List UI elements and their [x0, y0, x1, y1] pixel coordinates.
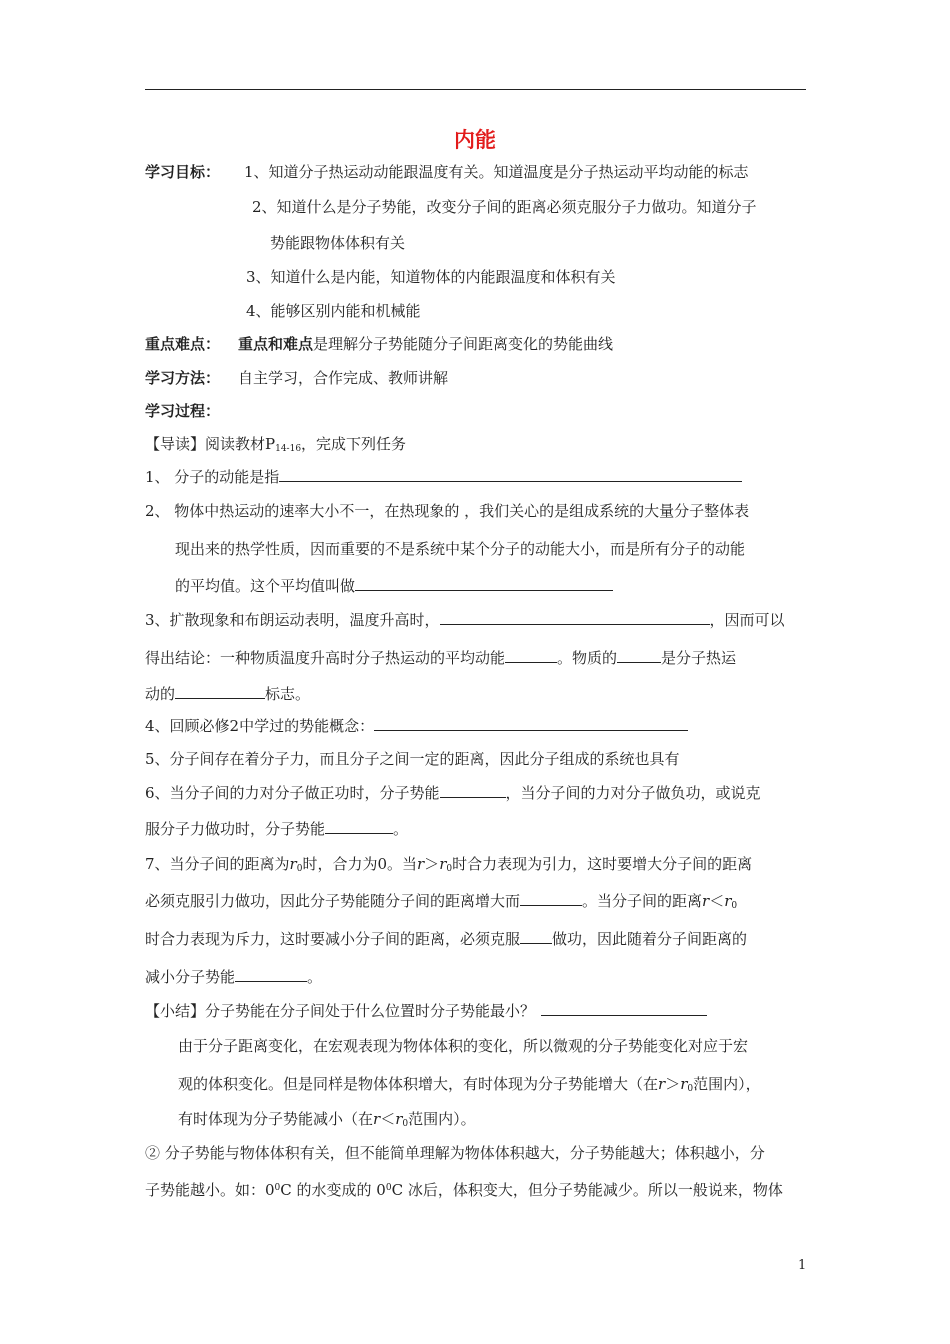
objective-3: 3、知道什么是内能，知道物体的内能跟温度和体积有关 [246, 268, 616, 286]
question-7c [145, 929, 747, 949]
method-label: 学习方法： [145, 369, 221, 387]
question-1-text: 1、 分子的动能是指 [145, 468, 280, 486]
question-6a [145, 783, 761, 803]
q7-text-6: 时合力表现为斥力，这时要减小分子间的距离，必须克服 [145, 930, 521, 948]
question-3a-tail: ，因而可以 [709, 611, 785, 629]
summary-p3 [178, 1109, 476, 1129]
answer-blank-6b[interactable] [325, 819, 393, 834]
question-3c-tail: 标志。 [265, 685, 311, 703]
note-line-2-text: 子势能越小。如：0 [145, 1181, 275, 1199]
answer-blank-2[interactable] [355, 576, 613, 591]
key-points-text: 是理解分子势能随分子间距离变化的势能曲线 [313, 335, 614, 353]
note-line-2-mid: C 的水变成的 0 [280, 1181, 386, 1199]
question-7d [145, 967, 322, 987]
question-2c-text: 的平均值。这个平均值叫做 [175, 577, 356, 595]
question-3b-tail: 是分子热运 [661, 649, 737, 667]
summary-p2-text: 观的体积变化。但是同样是物体体积增大，有时体现为分子势能增大（在 [178, 1075, 659, 1093]
r-symbol: r [439, 855, 447, 873]
q7-text-2: 时，合力为0。当 [302, 855, 417, 873]
answer-blank-7c[interactable] [235, 967, 307, 982]
note-line-1: ② 分子势能与物体体积有关，但不能简单理解为物体体积越大，分子势能越大；体积越小，分 [145, 1144, 765, 1162]
r-symbol: r [724, 892, 732, 910]
page-number: 1 [798, 1258, 807, 1273]
process-label: 学习过程： [145, 402, 221, 420]
question-2c [175, 576, 613, 596]
question-3b [145, 648, 736, 668]
summary-p2 [178, 1074, 761, 1094]
q7-text-1: 7、当分子间的距离为 [145, 855, 290, 873]
question-6b [145, 819, 408, 839]
note-line-2-tail: C 冰后，体积变大，但分子势能减少。所以一般说来，物体 [391, 1181, 783, 1199]
summary-p2-tail: 范围内）， [693, 1075, 761, 1093]
lt-symbol: ＜ [709, 892, 725, 910]
r0-subscript: 0 [731, 901, 738, 911]
guide-prefix: 【导读】阅读教材P [145, 435, 276, 453]
degree-superscript: 0 [274, 1183, 281, 1193]
question-3b-text: 得出结论：一种物质温度升高时分子热运动的平均动能 [145, 649, 506, 667]
question-4-text: 4、回顾必修2中学过的势能概念： [145, 717, 375, 735]
question-2b: 现出来的热学性质，因而重要的不是系统中某个分子的动能大小，而是所有分子的动能 [175, 540, 746, 558]
r-symbol: r [417, 855, 425, 873]
key-points-bold: 重点和难点 [238, 335, 314, 353]
r-symbol: r [289, 855, 297, 873]
r-symbol: r [658, 1075, 666, 1093]
answer-blank-3b[interactable] [505, 648, 557, 663]
summary-p3-text: 有时体现为分子势能减小（在 [178, 1110, 374, 1128]
note-line-2 [145, 1180, 783, 1200]
q7-text-4: 必须克服引力做功，因此分子势能随分子间的距离增大而 [145, 892, 521, 910]
guide [145, 434, 406, 454]
objective-1: 1、知道分子热运动动能跟温度有关。知道温度是分子热运动平均动能的标志 [244, 163, 749, 181]
question-3c [145, 684, 310, 704]
answer-blank-3d[interactable] [175, 684, 265, 699]
question-3a [145, 610, 785, 630]
question-7a [145, 854, 752, 874]
question-7b [145, 891, 737, 911]
r-symbol: r [395, 1110, 403, 1128]
question-6a-text: 6、当分子间的力对分子做正功时，分子势能 [145, 784, 440, 802]
r0-subscript: 0 [446, 864, 453, 874]
answer-blank-6a[interactable] [440, 783, 506, 798]
answer-blank-summary[interactable] [541, 1001, 707, 1016]
r0-subscript: 0 [402, 1119, 409, 1129]
answer-blank-7b[interactable] [520, 929, 552, 944]
question-3b-mid: 。物质的 [557, 649, 618, 667]
r0-subscript: 0 [687, 1084, 694, 1094]
guide-pages: 14-16 [275, 444, 302, 454]
objective-2a: 2、知道什么是分子势能，改变分子间的距离必须克服分子力做功。知道分子 [252, 198, 757, 216]
gt-symbol: ＞ [424, 855, 440, 873]
question-6b-tail: 。 [393, 820, 409, 838]
answer-blank-3c[interactable] [617, 648, 661, 663]
answer-blank-7a[interactable] [520, 891, 582, 906]
q7-text-3: 时合力表现为引力，这时要增大分子间的距离 [452, 855, 753, 873]
method-text: 自主学习，合作完成、教师讲解 [238, 369, 449, 387]
question-5: 5、分子间存在着分子力，而且分子之间一定的距离，因此分子组成的系统也具有 [145, 750, 680, 768]
q7-text-8: 减小分子势能 [145, 968, 236, 986]
lt-symbol: ＜ [380, 1110, 396, 1128]
q7-text-9: 。 [307, 968, 323, 986]
page-title: 内能 [454, 128, 496, 152]
objectives-label: 学习目标： [145, 163, 221, 181]
answer-blank-3a[interactable] [440, 610, 710, 625]
method [145, 368, 448, 388]
question-6b-text: 服分子力做功时，分子势能 [145, 820, 326, 838]
answer-blank-4[interactable] [374, 716, 688, 731]
r0-subscript: 0 [296, 864, 303, 874]
question-2a: 2、 物体中热运动的速率大小不一，在热现象的 ，我们关心的是组成系统的大量分子整体表 [145, 502, 750, 520]
question-3c-text: 动的 [145, 685, 176, 703]
summary-p3-tail: 范围内）。 [408, 1110, 476, 1128]
gt-symbol: ＞ [665, 1075, 681, 1093]
objective-2b: 势能跟物体体积有关 [270, 234, 406, 252]
q7-text-7: 做功，因此随着分子间距离的 [552, 930, 748, 948]
question-4 [145, 716, 688, 736]
objective-4: 4、能够区别内能和机械能 [246, 302, 421, 320]
degree-superscript: 0 [385, 1183, 392, 1193]
key-points-label: 重点难点： [145, 335, 221, 353]
r-symbol: r [702, 892, 710, 910]
r-symbol: r [373, 1110, 381, 1128]
question-6a-tail: ，当分子间的力对分子做负功，或说克 [505, 784, 761, 802]
answer-blank-1[interactable] [279, 467, 742, 482]
summary-question [145, 1001, 707, 1021]
q7-text-5: 。当分子间的距离 [582, 892, 703, 910]
header-rule [145, 89, 806, 90]
question-3a-text: 3、扩散现象和布朗运动表明，温度升高时， [145, 611, 440, 629]
summary-p1: 由于分子距离变化，在宏观表现为物体体积的变化，所以微观的分子势能变化对应于宏 [178, 1037, 749, 1055]
key-points [145, 334, 613, 354]
r-symbol: r [680, 1075, 688, 1093]
summary-question-text: 【小结】分子势能在分子间处于什么位置时分子势能最小？ [145, 1002, 536, 1020]
question-1 [145, 467, 742, 487]
guide-suffix: ，完成下列任务 [301, 435, 407, 453]
